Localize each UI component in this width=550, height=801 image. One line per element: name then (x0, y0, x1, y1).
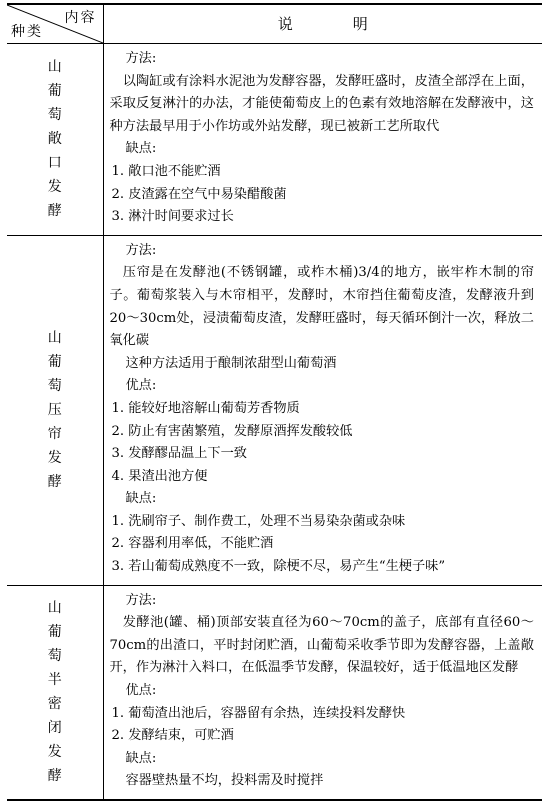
list-item: 3. 若山葡萄成熟度不一致，除梗不尽，易产生“生梗子味” (111, 559, 446, 575)
corner-bottom-label: 种类 (11, 24, 43, 40)
list-item: 3. 发酵醪品温上下一致 (111, 446, 247, 462)
list-item: 4. 果渣出池方便 (111, 468, 208, 484)
method-label: 方法: (125, 51, 157, 66)
category-cell (7, 585, 103, 800)
method-text: 以陶缸或有涂料水泥池为发酵容器，发酵旺盛时，皮渣全部浮在上面，采取反复淋汁的办法，才能使葡萄皮上的色素有效地溶解在发酵液中，这种方法最早用于小作坊或外站发酵，现已被新工艺所取代 (109, 73, 534, 134)
pros-label: 优点: (125, 378, 157, 394)
category-label: 山葡萄敞口发酵 (47, 59, 62, 220)
list-item: 2. 皮渣露在空气中易染醋酸菌 (111, 186, 287, 202)
list-item: 3. 淋汁时间要求过长 (111, 209, 234, 225)
table-row (7, 585, 542, 800)
method-label: 方法: (125, 592, 157, 608)
comparison-table (7, 3, 542, 801)
list-item: 1. 葡萄渣出池后，容器留有余热，连续投料发酵快 (111, 705, 406, 721)
cons-label: 缺点: (125, 750, 157, 766)
list-item: 2. 容器利用率低，不能贮酒 (111, 536, 274, 552)
pros-label: 优点: (125, 683, 157, 699)
cons-label: 缺点: (125, 141, 157, 157)
list-item: 2. 防止有害菌繁殖，发酵原酒挥发酸较低 (111, 423, 353, 439)
corner-top-label: 内容 (64, 10, 97, 26)
method-text: 压帘是在发酵池(不锈钢罐，或柞木桶)3/4的地方，嵌牢柞木制的帘子。葡萄浆装入与木帘相平，发酵时，木帘挡住葡萄皮渣，发酵液升到20～30cm处，浸渍葡萄皮渣，发酵旺盛时，每天循环倒汁一次，释放二氧化碳 (109, 265, 534, 349)
list-item: 1. 洗刷帘子、制作费工，处理不当易染杂菌或杂味 (111, 513, 406, 529)
category-label: 山葡萄压帘发酵 (47, 330, 62, 491)
table-row (7, 235, 542, 585)
note-text: 这种方法适用于酿制浓甜型山葡萄酒 (125, 355, 337, 371)
cons-text: 容器壁热量不均，投料需及时搅拌 (125, 773, 324, 789)
table-row (7, 44, 542, 236)
category-cell (7, 44, 103, 236)
explain-header: 说明 (103, 4, 542, 44)
description-cell (103, 44, 542, 236)
category-label: 山葡萄半密闭发酵 (47, 600, 62, 785)
description-cell (103, 235, 542, 585)
method-label: 方法: (125, 242, 157, 258)
method-text: 发酵池(罐、桶)顶部安装直径为60～70cm的盖子，底部有直径60～70cm的出渣口，平时封闭贮酒，山葡萄采收季节即为发酵容器，上盖敞开，作为淋汁入料口，在低温季节发酵，保温较好，适于低温地区发酵 (109, 615, 534, 676)
header-row (7, 4, 542, 44)
category-cell (7, 235, 103, 585)
list-item: 1. 能较好地溶解山葡萄芳香物质 (111, 400, 300, 416)
list-item: 2. 发酵结束，可贮酒 (111, 728, 234, 744)
description-cell (103, 585, 542, 800)
cons-label: 缺点: (125, 491, 157, 507)
corner-header-cell (7, 4, 103, 44)
list-item: 1. 敞口池不能贮酒 (111, 163, 221, 179)
